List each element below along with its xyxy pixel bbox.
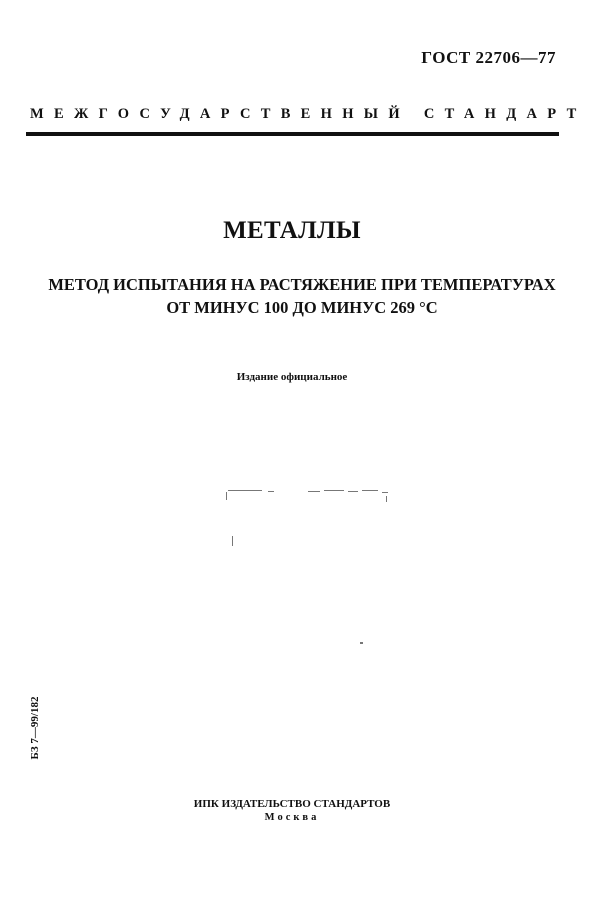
subtitle-line-2: ОТ МИНУС 100 ДО МИНУС 269 °С <box>166 298 438 317</box>
publisher-name: ИПК ИЗДАТЕЛЬСТВО СТАНДАРТОВ <box>193 798 391 810</box>
catalog-code <box>28 690 42 766</box>
catalog-code-text: БЗ 7—99/182 <box>29 696 41 760</box>
scan-noise <box>220 486 400 656</box>
document-title: МЕТАЛЛЫ <box>223 217 361 244</box>
standard-number: ГОСТ 22706—77 <box>421 48 556 67</box>
subtitle-line-1: МЕТОД ИСПЫТАНИЯ НА РАСТЯЖЕНИЕ ПРИ ТЕМПЕРАТУРАХ <box>48 275 556 294</box>
publisher-city: Москва <box>264 812 320 823</box>
document-subtitle <box>20 273 584 319</box>
edition-label: Издание официальное <box>236 371 348 383</box>
header-divider <box>26 132 559 136</box>
standard-category: МЕЖГОСУДАРСТВЕННЫЙ СТАНДАРТ <box>30 106 587 122</box>
